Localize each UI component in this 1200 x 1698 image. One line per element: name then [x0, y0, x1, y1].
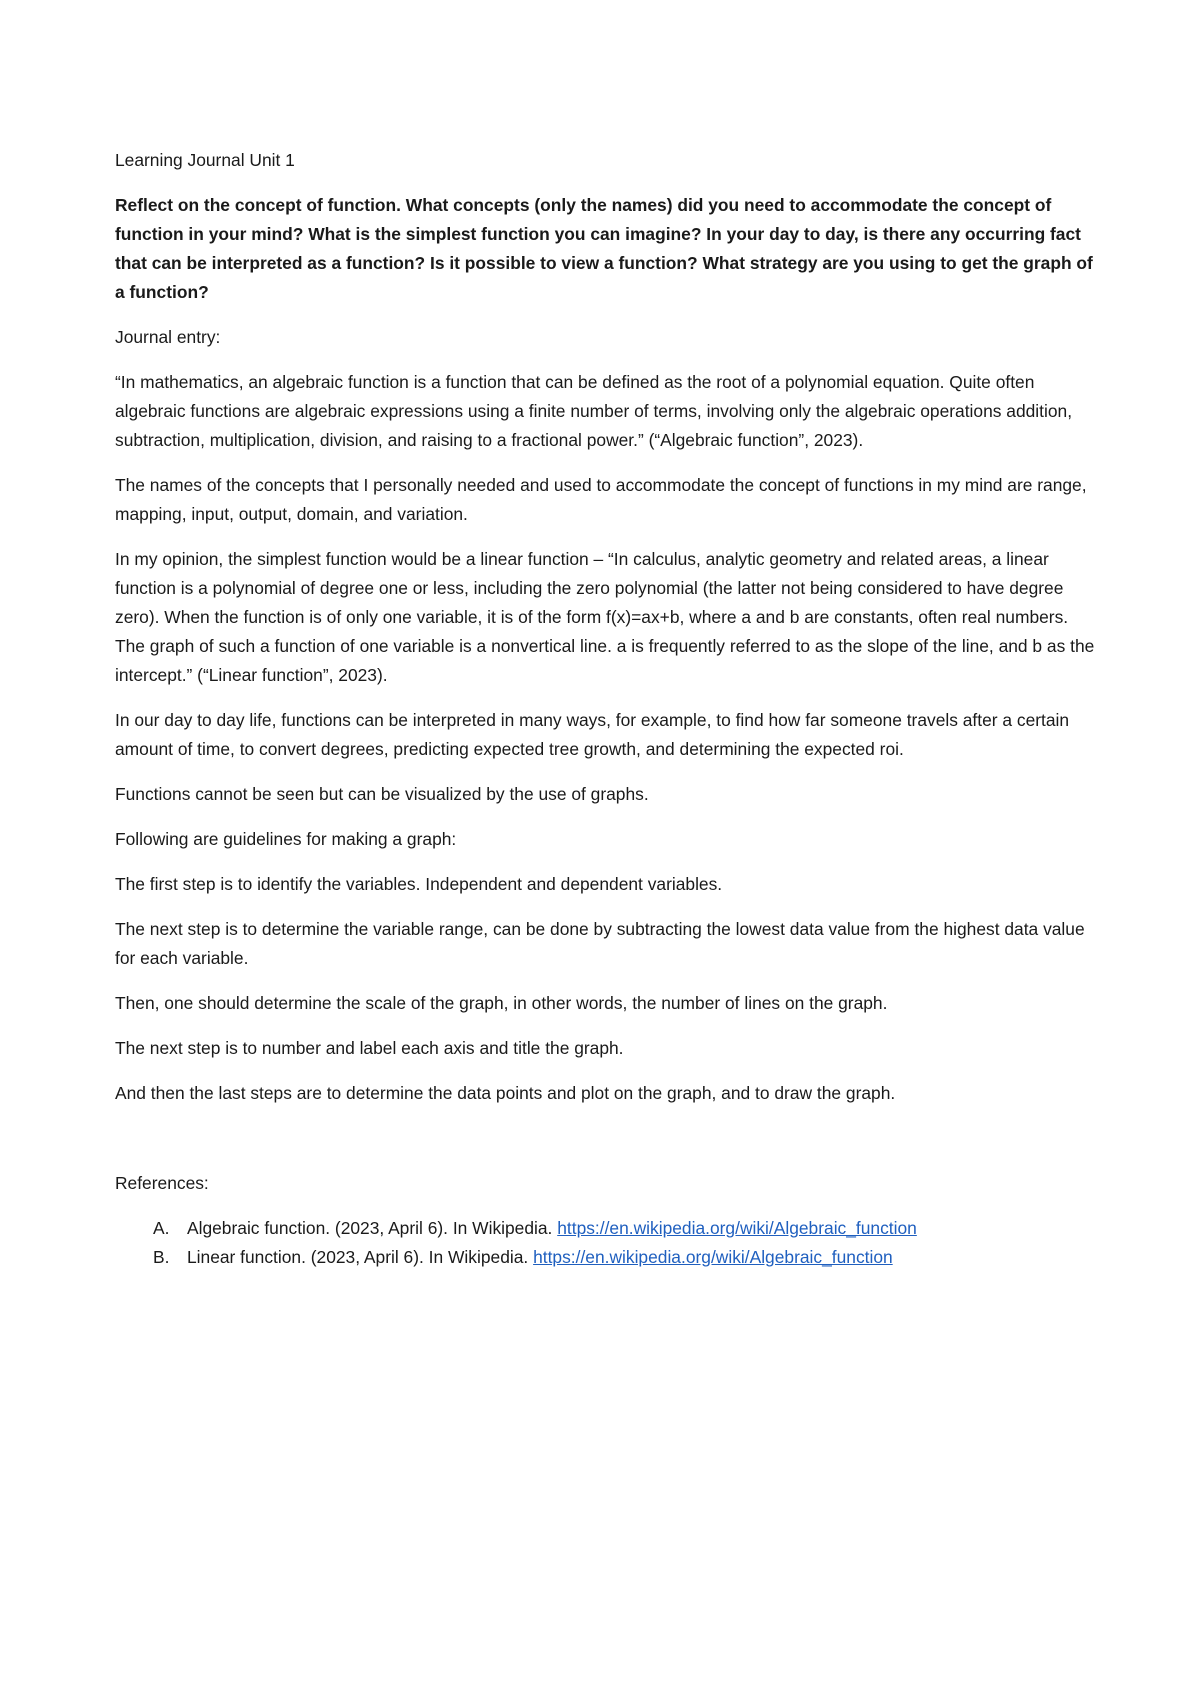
- paragraph-guidelines-intro: Following are guidelines for making a graph:: [115, 829, 457, 849]
- paragraph-concept-names: The names of the concepts that I personally needed and used to accommodate the concept of functions in my mind are range, mapping, input, output, domain, and variation.: [115, 475, 1087, 524]
- paragraph-visualize: Functions cannot be seen but can be visualized by the use of graphs.: [115, 784, 649, 804]
- paragraph-step-scale: Then, one should determine the scale of the graph, in other words, the number of lines on the graph.: [115, 993, 888, 1013]
- paragraph-step-label: The next step is to number and label each axis and title the graph.: [115, 1038, 624, 1058]
- reference-text: Linear function. (2023, April 6). In Wikipedia.: [187, 1247, 534, 1267]
- reference-marker: B.: [153, 1247, 170, 1267]
- reference-link[interactable]: https://en.wikipedia.org/wiki/Algebraic_function: [557, 1218, 917, 1238]
- journal-entry-label: Journal entry:: [115, 327, 221, 347]
- reference-link[interactable]: https://en.wikipedia.org/wiki/Algebraic_function: [533, 1247, 893, 1267]
- paragraph-step-plot: And then the last steps are to determine the data points and plot on the graph, and to draw the graph.: [115, 1083, 896, 1103]
- journal-prompt: Reflect on the concept of function. What concepts (only the names) did you need to accommodate the concept of function in your mind? What is the simplest function you can imagine? In your day to day, is there any occurring fact that can be interpreted as a function? Is it possible to view a function? What strategy are you using to get the graph of a function?: [115, 195, 1093, 302]
- reference-marker: A.: [153, 1218, 170, 1238]
- section-spacer: [115, 1124, 1095, 1169]
- references-heading: References:: [115, 1173, 209, 1193]
- document-title: Learning Journal Unit 1: [115, 150, 295, 170]
- references-list: [115, 1214, 1095, 1272]
- paragraph-step-identify: The first step is to identify the variables. Independent and dependent variables.: [115, 874, 723, 894]
- reference-item: [115, 1214, 1095, 1243]
- paragraph-algebraic-definition: “In mathematics, an algebraic function is a function that can be defined as the root of a polynomial equation. Quite often algebraic functions are algebraic expressions using a finite number of terms, involving only the algebraic operations addition, subtraction, multiplication, division, and raising to a fractional power.” (“Algebraic function”, 2023).: [115, 372, 1073, 450]
- paragraph-step-range: The next step is to determine the variable range, can be done by subtracting the lowest data value from the highest data value for each variable.: [115, 919, 1085, 968]
- paragraph-day-to-day: In our day to day life, functions can be interpreted in many ways, for example, to find how far someone travels after a certain amount of time, to convert degrees, predicting expected tree growth, and determining the expected roi.: [115, 710, 1070, 759]
- paragraph-linear-function: In my opinion, the simplest function would be a linear function – “In calculus, analytic geometry and related areas, a linear function is a polynomial of degree one or less, including the zero polynomial (the latter not being considered to have degree zero). When the function is of only one variable, it is of the form f(x)=ax+b, where a and b are constants, often real numbers. The graph of such a function of one variable is a nonvertical line. a is frequently referred to as the slope of the line, and b as the intercept.” (“Linear function”, 2023).: [115, 549, 1095, 685]
- document-page: [115, 146, 1095, 1272]
- reference-item: [115, 1243, 1095, 1272]
- reference-text: Algebraic function. (2023, April 6). In Wikipedia.: [187, 1218, 558, 1238]
